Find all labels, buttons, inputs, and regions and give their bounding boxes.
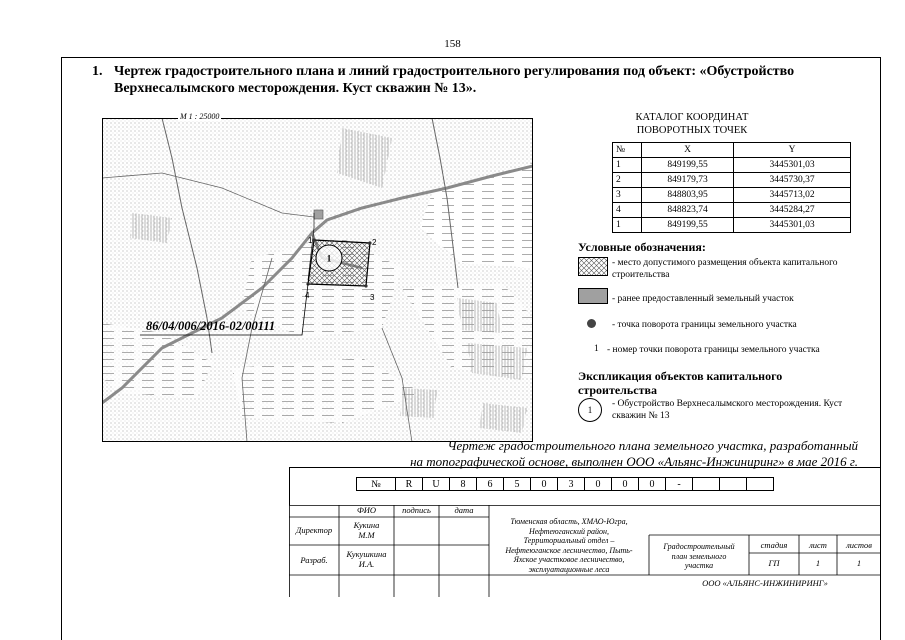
- sheet-value: 1: [815, 558, 821, 568]
- sheets-value: 1: [856, 558, 862, 568]
- legend-item-granted-plot: - ранее предоставленный земельный участок: [612, 294, 794, 304]
- explication-item: - Обустройство Верхнесалымского месторождения. Куст скважин № 13: [612, 399, 843, 421]
- cell-num: 1: [613, 158, 642, 173]
- document-name-line: участка: [684, 561, 714, 570]
- catalog-title-line1: КАТАЛОГ КООРДИНАТ: [635, 112, 749, 123]
- table-row: [613, 158, 851, 173]
- table-row: [613, 203, 851, 218]
- header-x: X: [642, 143, 734, 158]
- cell-y: 3445713,02: [734, 188, 851, 203]
- reg-cell: [747, 478, 774, 491]
- reg-cell: 0: [531, 478, 558, 491]
- cell-num: 3: [613, 188, 642, 203]
- point-label-1: 1: [308, 236, 313, 245]
- gray-swatch-icon: [578, 288, 608, 304]
- cell-x: 848823,74: [642, 203, 734, 218]
- name-director-line2: М.М: [358, 530, 375, 540]
- col-fio: ФИО: [356, 505, 377, 515]
- table-row: [613, 173, 851, 188]
- reg-cell: №: [357, 478, 396, 491]
- cell-y: 3445730,37: [734, 173, 851, 188]
- location-description: [491, 517, 647, 574]
- cell-num: 2: [613, 173, 642, 188]
- company-name: ООО «АЛЬЯНС-ИНЖИНИРИНГ»: [702, 578, 828, 588]
- reg-cell: 0: [612, 478, 639, 491]
- role-director: Директор: [295, 525, 333, 535]
- reg-cell: U: [423, 478, 450, 491]
- page-number: 158: [444, 38, 461, 50]
- reg-cell: [720, 478, 747, 491]
- table-row: [613, 218, 851, 233]
- title-block: [289, 505, 881, 597]
- sheet-label: лист: [809, 540, 827, 550]
- turning-point-dot-icon: [587, 319, 596, 328]
- location-line: Территориальный отдел –: [523, 536, 615, 545]
- cell-x: 849199,55: [642, 218, 734, 233]
- cell-num: 1: [613, 218, 642, 233]
- location-line: Яхское участковое лесничество,: [513, 555, 625, 564]
- col-sign: подпись: [402, 505, 431, 515]
- drawing-title: [92, 63, 872, 97]
- cell-x: 849199,55: [642, 158, 734, 173]
- stage-value: ГП: [768, 558, 780, 568]
- registration-number-table: [356, 477, 774, 491]
- crosshatch-swatch-icon: [578, 257, 608, 276]
- point-label-4: 4: [305, 291, 310, 300]
- reg-cell: 3: [558, 478, 585, 491]
- cadastral-number: 86/04/006/2016-02/00111: [146, 319, 276, 333]
- reg-cell: 6: [477, 478, 504, 491]
- name-developer: [339, 549, 394, 569]
- header-num: №: [613, 143, 642, 158]
- catalog-title: [612, 111, 772, 137]
- reg-cell: -: [666, 478, 693, 491]
- topographic-map: [102, 118, 533, 442]
- table-row: [613, 188, 851, 203]
- header-y: Y: [734, 143, 851, 158]
- col-date: дата: [454, 505, 474, 515]
- title-number: 1.: [92, 64, 103, 79]
- table-header: [613, 143, 851, 158]
- cell-y: 3445301,03: [734, 158, 851, 173]
- point-number-symbol: 1: [594, 344, 599, 354]
- stage-label: стадия: [760, 540, 788, 550]
- caption-line2: на топографической основе, выполнен ООО «Альянс-Инжиниринг» в мае 2016 г.: [410, 454, 858, 469]
- cell-y: 3445284,27: [734, 203, 851, 218]
- point-label-3: 3: [370, 293, 375, 302]
- name-director-line1: Кукина: [353, 520, 380, 530]
- reg-cell: 0: [639, 478, 666, 491]
- legend-item-turning-point: - точка поворота границы земельного участка: [612, 320, 797, 330]
- map-scale-label: М 1 : 25000: [180, 112, 220, 121]
- drawing-caption: [380, 438, 858, 470]
- name-director: [339, 520, 394, 540]
- explication-circle-symbol: 1: [578, 398, 602, 422]
- cell-y: 3445301,03: [734, 218, 851, 233]
- reg-cell: 8: [450, 478, 477, 491]
- location-line: Тюменская область, ХМАО-Югра,: [510, 517, 628, 526]
- cell-x: 849179,73: [642, 173, 734, 188]
- title-text: Чертеж градостроительного плана и линий градостроительного регулирования под объект: «Обустройство Верхнесалымского месторождения. Куст скважин № 13».: [114, 64, 795, 96]
- reg-cell: [693, 478, 720, 491]
- reg-cell: R: [396, 478, 423, 491]
- reg-cell: 0: [585, 478, 612, 491]
- granted-plot: [314, 210, 323, 219]
- cell-x: 848803,95: [642, 188, 734, 203]
- name-developer-line1: Кукушкина: [346, 549, 387, 559]
- location-line: Нефтеюганский район,: [528, 526, 610, 536]
- reg-cell: 5: [504, 478, 531, 491]
- object-number: 1: [326, 253, 332, 264]
- legend-item-point-number: - номер точки поворота границы земельного участка: [607, 345, 820, 355]
- location-line: эксплуатационные леса: [528, 564, 610, 574]
- cell-num: 4: [613, 203, 642, 218]
- document-name-line: Градостроительный: [663, 542, 735, 551]
- location-line: Нефтеюганское лесничество, Пыть-: [505, 545, 633, 555]
- caption-line1: Чертеж градостроительного плана земельного участка, разработанный: [447, 438, 858, 453]
- sheets-label: листов: [846, 540, 872, 550]
- explication-heading: Экспликация объектов капитального строительства: [578, 369, 783, 397]
- role-developer: Разраб.: [300, 555, 328, 565]
- catalog-title-line2: ПОВОРОТНЫХ ТОЧЕК: [636, 125, 748, 136]
- legend-heading: Условные обозначения:: [578, 240, 706, 254]
- coordinate-table: [612, 142, 851, 233]
- document-name: [649, 542, 749, 571]
- document-name-line: план земельного: [671, 551, 727, 561]
- point-label-2: 2: [372, 238, 377, 247]
- name-developer-line2: И.А.: [358, 559, 375, 569]
- legend-item-placement: - место допустимого размещения объекта капитального строительства: [612, 258, 838, 280]
